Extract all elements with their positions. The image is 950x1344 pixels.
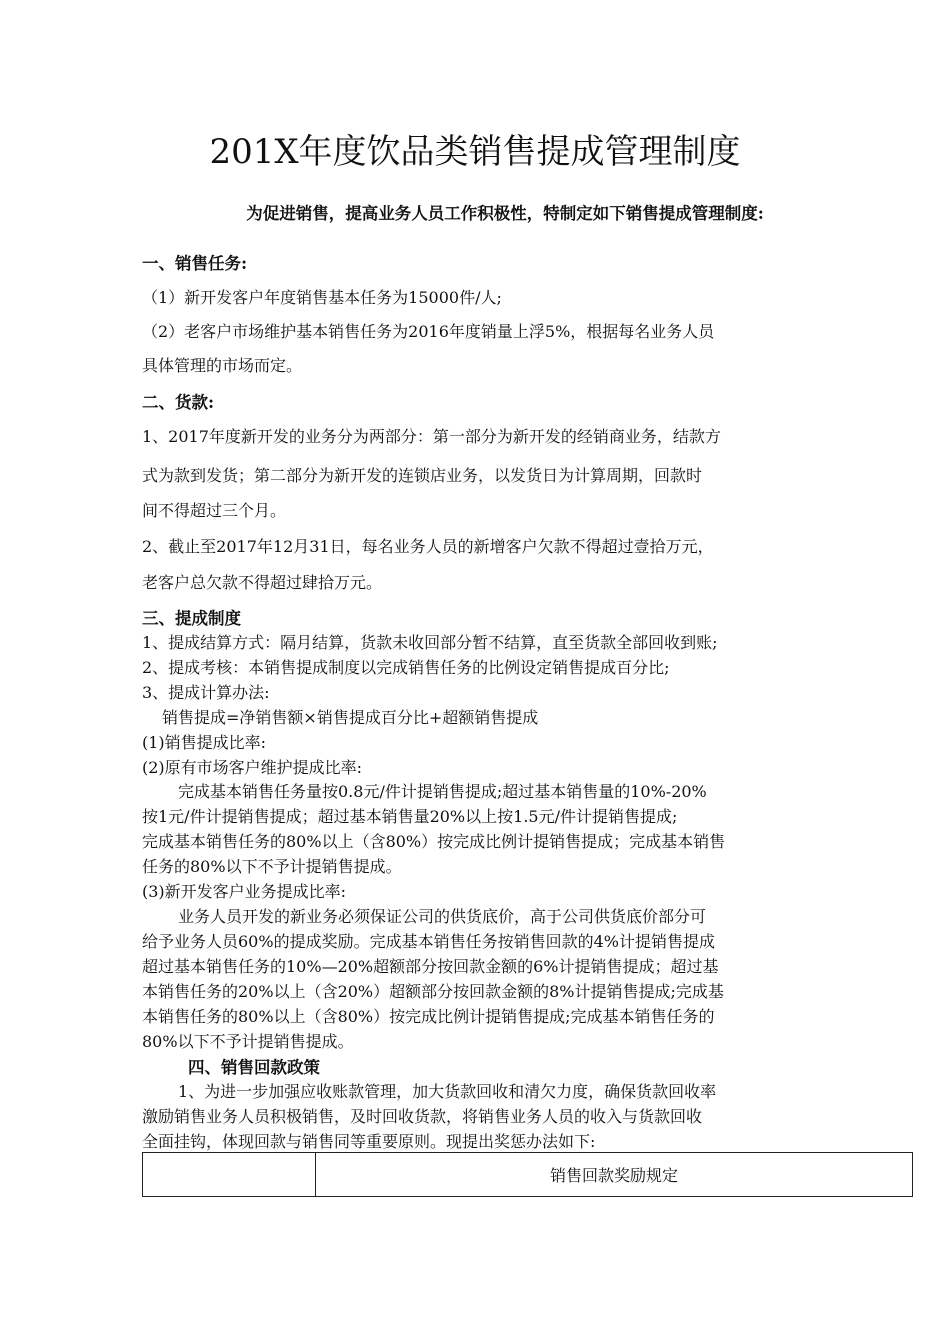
formula-line: 销售提成=净销售额×销售提成百分比+超额销售提成	[162, 708, 539, 727]
reward-table	[142, 1152, 913, 1197]
section-2-line: 2、截止至2017年12月31日，每名业务人员的新增客户欠款不得超过壹拾万元，	[142, 537, 714, 556]
section-4-line: 激励销售业务人员积极销售，及时回收货款，将销售业务人员的收入与货款回收	[142, 1107, 703, 1126]
section-3-line: 1、提成结算方式：隔月结算，货款未收回部分暂不结算，直至货款全部回收到账;	[142, 633, 718, 652]
section-2-heading: 二、货款:	[142, 393, 215, 412]
section-3-line: 2、提成考核：本销售提成制度以完成销售任务的比例设定销售提成百分比;	[142, 658, 670, 677]
section-2-line: 1、2017年度新开发的业务分为两部分：第一部分为新开发的经销商业务，结款方	[142, 427, 721, 446]
section-2-line: 式为款到发货；第二部分为新开发的连锁店业务，以发货日为计算周期，回款时	[142, 466, 703, 485]
table-row	[143, 1153, 913, 1197]
section-4-line: 1、为进一步加强应收账款管理，加大货款回收和清欠力度，确保货款回收率	[178, 1082, 717, 1101]
section-3-line: 80%以下不予计提销售提成。	[142, 1032, 354, 1051]
section-4-line: 全面挂钩，体现回款与销售同等重要原则。现提出奖惩办法如下:	[142, 1132, 596, 1151]
section-3-heading: 三、提成制度	[142, 609, 241, 628]
section-3-line: 业务人员开发的新业务必须保证公司的供货底价，高于公司供货底价部分可	[178, 907, 707, 926]
section-3-line: 3、提成计算办法:	[142, 683, 270, 702]
section-4-heading: 四、销售回款政策	[188, 1058, 320, 1077]
section-3-line: 本销售任务的80%以上（含80%）按完成比例计提销售提成;完成基本销售任务的	[142, 1007, 715, 1026]
section-1-line: （2）老客户市场维护基本销售任务为2016年度销量上浮5%，根据每名业务人员	[142, 322, 715, 341]
section-3-line: (3)新开发客户业务提成比率:	[142, 882, 347, 901]
section-1-heading: 一、销售任务:	[142, 254, 248, 273]
section-1-line: 具体管理的市场而定。	[142, 356, 303, 375]
section-3-line: 完成基本销售任务的80%以上（含80%）按完成比例计提销售提成；完成基本销售	[142, 832, 726, 851]
section-3-line: 完成基本销售任务量按0.8元/件计提销售提成;超过基本销售量的10%-20%	[178, 782, 707, 801]
section-3-line: 本销售任务的20%以上（含20%）超额部分按回款金额的8%计提销售提成;完成基	[142, 982, 724, 1001]
document-title: 201X年度饮品类销售提成管理制度	[209, 132, 741, 172]
section-3-line: (2)原有市场客户维护提成比率:	[142, 758, 363, 777]
table-cell-empty	[143, 1153, 316, 1197]
section-3-line: 任务的80%以下不予计提销售提成。	[142, 857, 402, 876]
intro-text: 为促进销售，提高业务人员工作积极性，特制定如下销售提成管理制度:	[246, 204, 764, 223]
section-3-line: 超过基本销售任务的10%—20%超额部分按回款金额的6%计提销售提成；超过基	[142, 957, 719, 976]
section-1-line: （1）新开发客户年度销售基本任务为15000件/人;	[142, 288, 502, 307]
section-2-line: 老客户总欠款不得超过肆拾万元。	[142, 573, 383, 592]
section-3-line: 给予业务人员60%的提成奖励。完成基本销售任务按销售回款的4%计提销售提成	[142, 932, 715, 951]
section-3-line: (1)销售提成比率:	[142, 733, 267, 752]
section-3-line: 按1元/件计提销售提成；超过基本销售量20%以上按1.5元/件计提销售提成;	[142, 807, 678, 826]
section-2-line: 间不得超过三个月。	[142, 501, 287, 520]
table-header-cell: 销售回款奖励规定	[316, 1153, 913, 1197]
